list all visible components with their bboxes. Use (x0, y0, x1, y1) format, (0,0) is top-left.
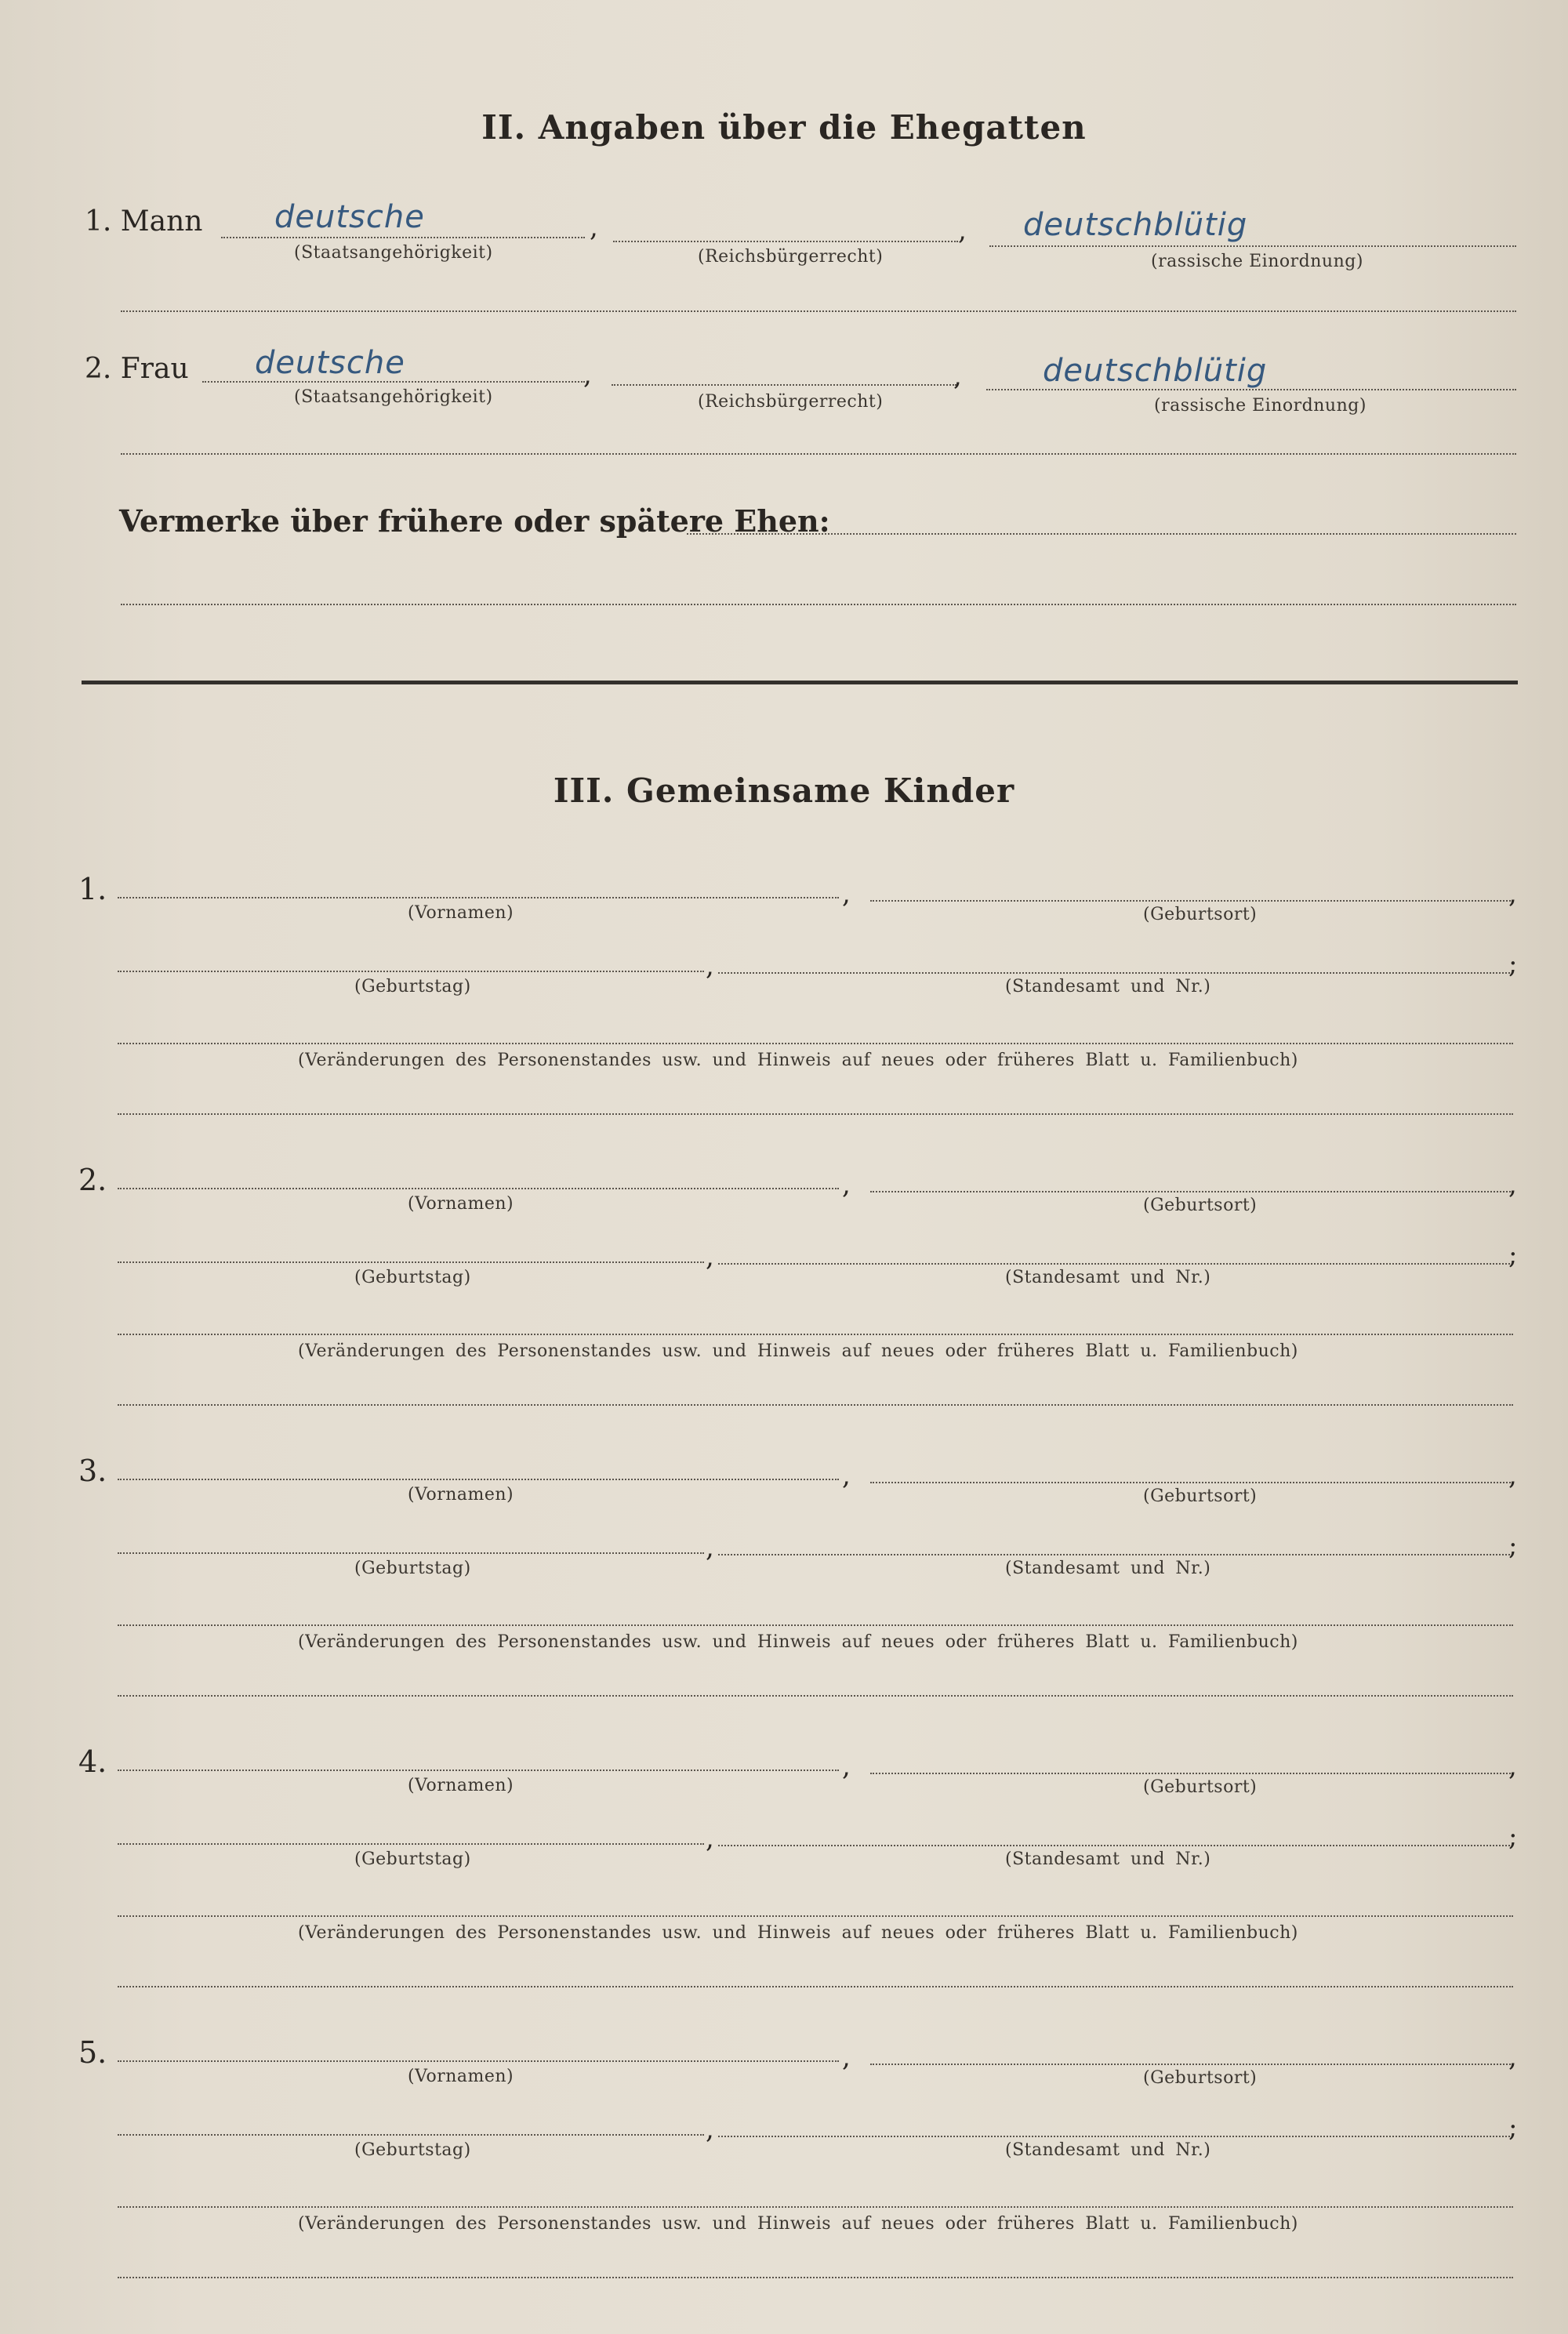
caption-standesamt: (Standesamt und Nr.) (1005, 1559, 1211, 1578)
comma: , (706, 950, 714, 982)
comma: , (706, 1823, 714, 1854)
frau-staatsangehoerigkeit-line[interactable] (202, 381, 585, 383)
standesamt-line[interactable] (718, 972, 1510, 974)
caption-veraenderungen: (Veränderungen des Personenstandes usw. und Hinweis auf neues oder früheres Blatt u. Familienbuch) (298, 1923, 1298, 1943)
geburtsort-line[interactable] (870, 900, 1513, 902)
comma: , (706, 1241, 714, 1272)
caption-vornamen: (Vornamen) (408, 2067, 514, 2086)
comma: , (842, 878, 851, 909)
frau-staatsangehoerigkeit-value[interactable]: deutsche (255, 345, 405, 381)
frau-rassische-einordnung-value[interactable]: deutschblütig (1043, 353, 1268, 389)
geburtstag-line[interactable] (118, 2134, 704, 2136)
comma: , (583, 359, 592, 390)
caption-reichsbuergerrecht: (Reichsbürgerrecht) (698, 392, 884, 412)
vornamen-line[interactable] (118, 1770, 839, 1771)
vornamen-line[interactable] (118, 1188, 839, 1189)
caption-veraenderungen: (Veränderungen des Personenstandes usw. und Hinweis auf neues oder früheres Blatt u. Familienbuch) (298, 1632, 1298, 1652)
caption-standesamt: (Standesamt und Nr.) (1005, 1849, 1211, 1869)
vermerke-line-2[interactable] (121, 604, 1516, 605)
section-divider (82, 681, 1518, 684)
semicolon: ; (1508, 1821, 1518, 1853)
frau-label: 2. Frau (85, 353, 189, 385)
vornamen-line[interactable] (118, 2060, 839, 2062)
comma: , (706, 1532, 714, 1563)
standesamt-line[interactable] (718, 1554, 1510, 1555)
vornamen-line[interactable] (118, 897, 839, 898)
child-number: 2. (78, 1163, 107, 1197)
vermerke-line-1[interactable] (687, 533, 1516, 535)
caption-geburtsort: (Geburtsort) (1143, 1486, 1258, 1506)
comma: , (958, 215, 967, 246)
caption-vornamen: (Vornamen) (408, 1485, 514, 1505)
veraenderungen-line[interactable] (118, 1915, 1513, 1917)
caption-staatsangehoerigkeit: (Staatsangehörigkeit) (294, 387, 493, 407)
caption-reichsbuergerrecht: (Reichsbürgerrecht) (698, 247, 884, 267)
geburtstag-line[interactable] (118, 1843, 704, 1845)
semicolon: ; (1508, 949, 1518, 980)
caption-geburtstag: (Geburtstag) (354, 1559, 471, 1578)
child-number: 5. (78, 2035, 107, 2070)
comma: , (842, 1460, 851, 1491)
child-number: 3. (78, 1454, 107, 1488)
geburtsort-line[interactable] (870, 1773, 1513, 1774)
mann-rassische-einordnung-value[interactable]: deutschblütig (1023, 207, 1248, 243)
mann-label: 1. Mann (85, 205, 203, 238)
section-3-title: III. Gemeinsame Kinder (553, 771, 1015, 810)
extra-line[interactable] (118, 1113, 1513, 1115)
caption-rassische-einordnung: (rassische Einordnung) (1151, 252, 1363, 271)
frau-extra-line[interactable] (121, 453, 1516, 455)
semicolon: ; (1508, 1530, 1518, 1562)
standesamt-line[interactable] (718, 2136, 1510, 2137)
caption-veraenderungen: (Veränderungen des Personenstandes usw. und Hinweis auf neues oder früheres Blatt u. Familienbuch) (298, 2214, 1298, 2234)
mann-extra-line[interactable] (121, 310, 1516, 312)
comma: , (953, 361, 962, 392)
geburtsort-line[interactable] (870, 1482, 1513, 1483)
semicolon: ; (1508, 2112, 1518, 2143)
mann-staatsangehoerigkeit-line[interactable] (221, 237, 585, 238)
caption-geburtsort: (Geburtsort) (1143, 1777, 1258, 1797)
comma: , (842, 1751, 851, 1782)
caption-standesamt: (Standesamt und Nr.) (1005, 2140, 1211, 2160)
caption-geburtstag: (Geburtstag) (354, 1849, 471, 1869)
extra-line[interactable] (118, 1986, 1513, 1987)
standesamt-line[interactable] (718, 1263, 1510, 1265)
caption-vornamen: (Vornamen) (408, 1776, 514, 1795)
caption-standesamt: (Standesamt und Nr.) (1005, 1268, 1211, 1287)
comma: , (842, 1169, 851, 1200)
comma: , (1508, 1460, 1517, 1491)
vermerke-label: Vermerke über frühere oder spätere Ehen: (119, 503, 830, 539)
frau-reichsbuergerrecht-line[interactable] (612, 384, 956, 386)
comma: , (706, 2114, 714, 2145)
comma: , (590, 212, 598, 243)
child-number: 1. (78, 872, 107, 906)
caption-standesamt: (Standesamt und Nr.) (1005, 977, 1211, 996)
veraenderungen-line[interactable] (118, 1334, 1513, 1335)
veraenderungen-line[interactable] (118, 2206, 1513, 2208)
extra-line[interactable] (118, 1404, 1513, 1406)
veraenderungen-line[interactable] (118, 1043, 1513, 1044)
caption-geburtsort: (Geburtsort) (1143, 905, 1258, 924)
caption-geburtstag: (Geburtstag) (354, 2140, 471, 2160)
mann-rassische-einordnung-line[interactable] (989, 245, 1516, 247)
geburtsort-line[interactable] (870, 2064, 1513, 2065)
veraenderungen-line[interactable] (118, 1624, 1513, 1626)
caption-staatsangehoerigkeit: (Staatsangehörigkeit) (294, 243, 493, 263)
extra-line[interactable] (118, 2277, 1513, 2278)
geburtstag-line[interactable] (118, 971, 704, 972)
comma: , (1508, 878, 1517, 909)
comma: , (1508, 2042, 1517, 2073)
caption-vornamen: (Vornamen) (408, 903, 514, 923)
frau-rassische-einordnung-line[interactable] (986, 389, 1516, 390)
standesamt-line[interactable] (718, 1845, 1510, 1846)
caption-geburtsort: (Geburtsort) (1143, 1196, 1258, 1215)
child-number: 4. (78, 1744, 107, 1779)
caption-veraenderungen: (Veränderungen des Personenstandes usw. und Hinweis auf neues oder früheres Blatt u. Familienbuch) (298, 1051, 1298, 1070)
mann-staatsangehoerigkeit-value[interactable]: deutsche (274, 199, 425, 235)
comma: , (1508, 1169, 1517, 1200)
caption-geburtsort: (Geburtsort) (1143, 2068, 1258, 2088)
geburtstag-line[interactable] (118, 1261, 704, 1263)
caption-geburtstag: (Geburtstag) (354, 977, 471, 996)
geburtstag-line[interactable] (118, 1552, 704, 1554)
caption-geburtstag: (Geburtstag) (354, 1268, 471, 1287)
mann-reichsbuergerrecht-line[interactable] (613, 241, 958, 242)
comma: , (1508, 1751, 1517, 1782)
caption-rassische-einordnung: (rassische Einordnung) (1154, 396, 1367, 416)
semicolon: ; (1508, 1240, 1518, 1271)
comma: , (842, 2042, 851, 2073)
vornamen-line[interactable] (118, 1479, 839, 1480)
extra-line[interactable] (118, 1695, 1513, 1697)
section-2-title: II. Angaben über die Ehegatten (481, 108, 1087, 147)
caption-vornamen: (Vornamen) (408, 1194, 514, 1214)
geburtsort-line[interactable] (870, 1191, 1513, 1192)
caption-veraenderungen: (Veränderungen des Personenstandes usw. und Hinweis auf neues oder früheres Blatt u. Familienbuch) (298, 1341, 1298, 1361)
